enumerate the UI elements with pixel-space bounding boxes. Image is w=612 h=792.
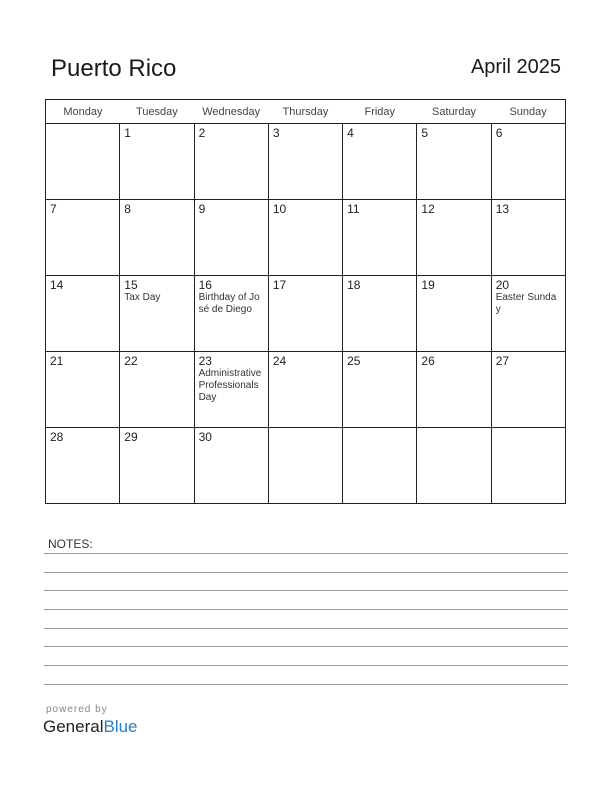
day-cell [120,428,194,504]
holiday-label: Administrative Professionals Day [198,368,262,403]
day-cell [46,124,120,200]
weekday-header: Sunday [491,100,565,124]
calendar-body [46,124,566,504]
day-cell [120,352,194,428]
weekday-header: Thursday [268,100,342,124]
day-cell [46,428,120,504]
note-line [44,572,568,573]
note-line [44,553,568,554]
weekday-header-row [46,100,566,124]
day-number: 14 [50,278,64,292]
note-line [44,628,568,629]
day-cell [120,276,194,352]
day-cell [343,276,417,352]
day-cell [491,124,565,200]
day-number: 13 [495,202,510,216]
weekday-header: Friday [343,100,417,124]
day-number: 10 [272,202,287,216]
holiday-label: Tax Day [124,292,161,303]
day-cell [417,428,491,504]
day-number: 28 [50,430,64,444]
day-number: 3 [272,126,280,140]
day-cell [268,428,342,504]
day-number: 8 [124,202,131,216]
day-cell [343,352,417,428]
day-cell [417,276,491,352]
day-cell [194,276,268,352]
weekday-header: Monday [46,100,120,124]
day-cell [491,200,565,276]
day-cell [46,352,120,428]
note-line [44,609,568,610]
day-number: 9 [198,202,206,216]
day-number: 15 [124,278,138,292]
day-number: 27 [495,354,510,368]
weekday-header: Wednesday [194,100,268,124]
day-number: 6 [495,126,503,140]
weekday-header: Saturday [417,100,491,124]
week-row [46,200,566,276]
day-number: 29 [124,430,138,444]
note-line [44,684,568,685]
day-cell [46,276,120,352]
week-row [46,276,566,352]
week-row [46,428,566,504]
day-number: 24 [272,354,287,368]
day-number: 16 [198,278,212,292]
day-cell [417,352,491,428]
day-cell [343,124,417,200]
day-number: 1 [124,126,131,140]
country-title: Puerto Rico [51,55,177,82]
day-cell [120,200,194,276]
week-row [46,352,566,428]
day-cell [194,124,268,200]
day-number: 12 [421,202,435,216]
day-cell [194,200,268,276]
notes-label: NOTES: [48,537,93,551]
brand-name-part2: Blue [103,717,138,736]
day-number: 11 [347,202,360,216]
day-cell [343,200,417,276]
day-cell [343,428,417,504]
day-number: 20 [495,278,510,292]
day-number: 18 [347,278,361,292]
holiday-label: Easter Sunday [495,292,557,315]
day-cell [491,428,565,504]
day-number: 21 [50,354,64,368]
weekday-header: Tuesday [120,100,194,124]
brand-name-part1: General [43,717,104,736]
day-cell [268,352,342,428]
day-cell [268,276,342,352]
day-cell [46,200,120,276]
day-cell [268,124,342,200]
day-number: 17 [272,278,287,292]
note-line [44,646,568,647]
day-number: 4 [347,126,354,140]
note-line [44,665,568,666]
day-cell [194,428,268,504]
note-line [44,590,568,591]
day-number: 5 [421,126,429,140]
day-cell [194,352,268,428]
day-number: 26 [421,354,435,368]
month-title: April 2025 [470,56,561,78]
day-cell [268,200,342,276]
day-cell [120,124,194,200]
day-number: 19 [421,278,435,292]
calendar-grid [45,99,566,504]
day-number: 30 [198,430,212,444]
day-cell [417,124,491,200]
powered-by-text: powered by [46,704,108,715]
week-row [46,124,566,200]
day-number: 25 [347,354,361,368]
day-number: 2 [198,126,206,140]
brand-logo [43,717,138,737]
day-number: 23 [198,354,212,368]
holiday-label: Birthday of José de Diego [198,292,260,315]
day-number: 7 [50,202,57,216]
day-cell [417,200,491,276]
day-number: 22 [124,354,138,368]
day-cell [491,352,565,428]
day-cell [491,276,565,352]
